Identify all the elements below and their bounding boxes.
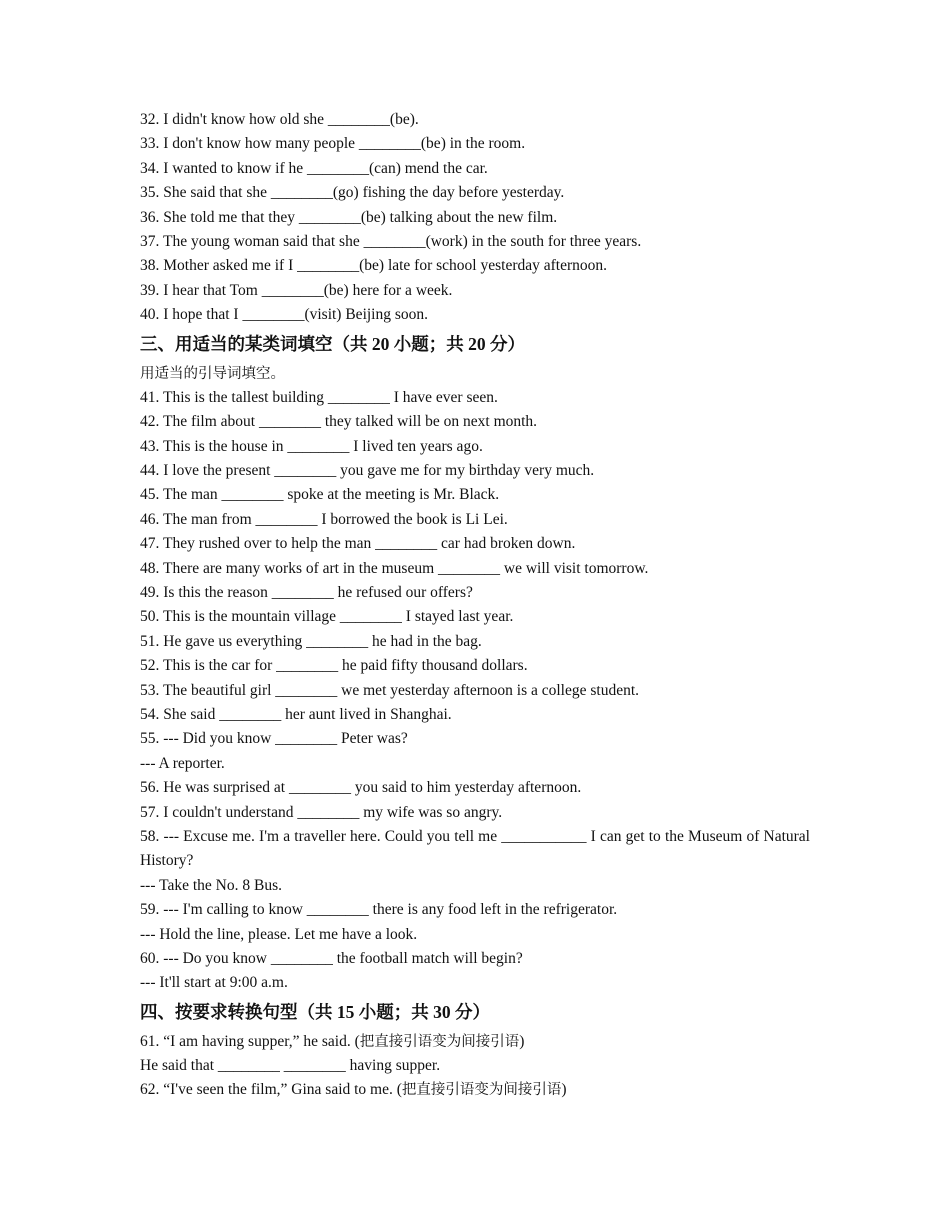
question-line: 40. I hope that I ________(visit) Beijing soon. xyxy=(140,306,429,324)
question-line: 45. The man ________ spoke at the meeting is Mr. Black. xyxy=(140,486,500,504)
question-line: 46. The man from ________ I borrowed the book is Li Lei. xyxy=(140,510,508,528)
question-line: 37. The young woman said that she ________(work) in the south for three years. xyxy=(140,232,642,250)
question-line: 41. This is the tallest building ________ I have ever seen. xyxy=(140,388,498,406)
question-line: 51. He gave us everything ________ he had in the bag. xyxy=(140,632,482,650)
question-line: 59. --- I'm calling to know ________ there is any food left in the refrigerator. xyxy=(140,901,618,919)
question-line: 60. --- Do you know ________ the football match will begin? xyxy=(140,949,523,967)
question-line: 44. I love the present ________ you gave me for my birthday very much. xyxy=(140,462,595,480)
question-58: 58. --- Excuse me. I'm a traveller here. Could you tell me ___________ I can get to the Museum of Natural History? xyxy=(140,827,810,870)
question-line: 36. She told me that they ________(be) talking about the new film. xyxy=(140,208,558,226)
question-62: 62. “I've seen the film,” Gina said to me. (把直接引语变为间接引语) xyxy=(140,1081,567,1099)
question-line: --- It'll start at 9:00 a.m. xyxy=(140,974,288,992)
question-line: 35. She said that she ________(go) fishing the day before yesterday. xyxy=(140,184,565,202)
question-61: 61. “I am having supper,” he said. (把直接引语变为间接引语) xyxy=(140,1032,525,1050)
section-3-items-b xyxy=(140,874,810,996)
question-line: 48. There are many works of art in the museum ________ we will visit tomorrow. xyxy=(140,559,649,577)
question-line: 42. The film about ________ they talked will be on next month. xyxy=(140,413,538,431)
question-line: --- Hold the line, please. Let me have a look. xyxy=(140,925,418,943)
question-line: 43. This is the house in ________ I lived ten years ago. xyxy=(140,437,483,455)
section-4-heading: 四、按要求转换句型（共 15 小题；共 30 分） xyxy=(140,1001,490,1022)
question-line: 47. They rushed over to help the man ________ car had broken down. xyxy=(140,535,576,553)
section-3-instruction: 用适当的引导词填空。 xyxy=(140,365,285,382)
section-3-items-a xyxy=(140,386,810,825)
question-line: 49. Is this the reason ________ he refused our offers? xyxy=(140,584,473,602)
question-line: --- A reporter. xyxy=(140,754,225,772)
question-line: 54. She said ________ her aunt lived in Shanghai. xyxy=(140,705,452,723)
question-line: 50. This is the mountain village ________ I stayed last year. xyxy=(140,608,514,626)
question-line: 38. Mother asked me if I ________(be) late for school yesterday afternoon. xyxy=(140,257,608,275)
question-line: 39. I hear that Tom ________(be) here for a week. xyxy=(140,281,453,299)
question-line: 53. The beautiful girl ________ we met yesterday afternoon is a college student. xyxy=(140,681,640,699)
question-line: 57. I couldn't understand ________ my wife was so angry. xyxy=(140,803,503,821)
section-3-heading: 三、用适当的某类词填空（共 20 小题；共 20 分） xyxy=(140,333,525,354)
question-line: 52. This is the car for ________ he paid fifty thousand dollars. xyxy=(140,657,528,675)
question-line: 55. --- Did you know ________ Peter was? xyxy=(140,730,408,748)
worksheet-page xyxy=(140,108,810,1103)
question-61-answer: He said that ________ ________ having supper. xyxy=(140,1057,441,1075)
question-line: 33. I don't know how many people ________(be) in the room. xyxy=(140,135,526,153)
question-line: 32. I didn't know how old she ________(be). xyxy=(140,111,419,128)
question-line: 34. I wanted to know if he ________(can) mend the car. xyxy=(140,159,488,177)
question-line: --- Take the No. 8 Bus. xyxy=(140,876,282,894)
section-2-items xyxy=(140,108,810,328)
question-line: 56. He was surprised at ________ you said to him yesterday afternoon. xyxy=(140,779,582,797)
